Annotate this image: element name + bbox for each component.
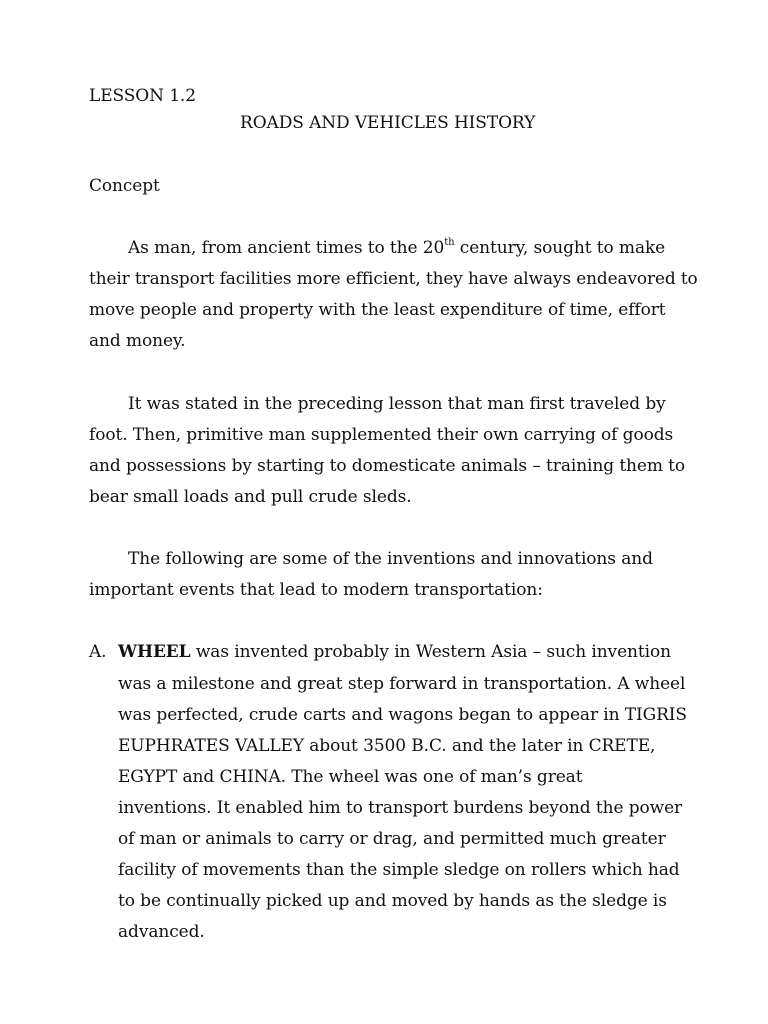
paragraph-3-line-1: The following are some of the inventions and innovations and <box>128 549 653 569</box>
list-item-a-term: WHEEL <box>118 642 191 662</box>
paragraph-2-line-3: and possessions by starting to domesticate animals – training them to <box>89 456 686 476</box>
lesson-label: LESSON 1.2 <box>89 86 196 106</box>
paragraph-2-line-2: foot. Then, primitive man supplemented their own carrying of goods <box>89 425 674 445</box>
list-item-a-line-3: was perfected, crude carts and wagons began to appear in TIGRIS <box>118 705 687 725</box>
list-item-a-line-8: facility of movements than the simple sledge on rollers which had <box>118 860 680 880</box>
paragraph-1-line-4: and money. <box>89 331 186 351</box>
list-item-a-line-10: advanced. <box>118 922 205 942</box>
superscript-th: th <box>444 237 455 249</box>
list-item-a-line-4: EUPHRATES VALLEY about 3500 B.C. and the later in CRETE, <box>118 736 656 756</box>
paragraph-1-line-1-rest: century, sought to make <box>454 238 666 258</box>
list-item-a-line-6: inventions. It enabled him to transport burdens beyond the power <box>118 798 683 818</box>
document-title: ROADS AND VEHICLES HISTORY <box>240 113 536 133</box>
paragraph-2-line-1: It was stated in the preceding lesson that man first traveled by <box>128 394 666 414</box>
list-item-a-line-7: of man or animals to carry or drag, and permitted much greater <box>118 829 666 849</box>
list-item-a-line-5: EGYPT and CHINA. The wheel was one of man’s great <box>118 767 583 787</box>
list-item-a-line-2: was a milestone and great step forward in transportation. A wheel <box>118 674 686 694</box>
paragraph-2-line-4: bear small loads and pull crude sleds. <box>89 487 412 507</box>
paragraph-1-line-1-text: As man, from ancient times to the 20 <box>128 238 445 258</box>
section-heading-concept: Concept <box>89 176 160 196</box>
list-item-a-line-9: to be continually picked up and moved by hands as the sledge is <box>118 891 667 911</box>
paragraph-1-line-2: their transport facilities more efficient, they have always endeavored to <box>89 269 698 289</box>
paragraph-1-line-3: move people and property with the least expenditure of time, effort <box>89 300 666 320</box>
paragraph-1-line-1 <box>128 238 665 258</box>
list-item-a-marker: A. <box>89 642 107 662</box>
list-item-a-line-1 <box>118 642 671 662</box>
paragraph-3-line-2: important events that lead to modern transportation: <box>89 580 543 600</box>
list-item-a-line-1-rest: was invented probably in Western Asia – such invention <box>190 642 671 662</box>
